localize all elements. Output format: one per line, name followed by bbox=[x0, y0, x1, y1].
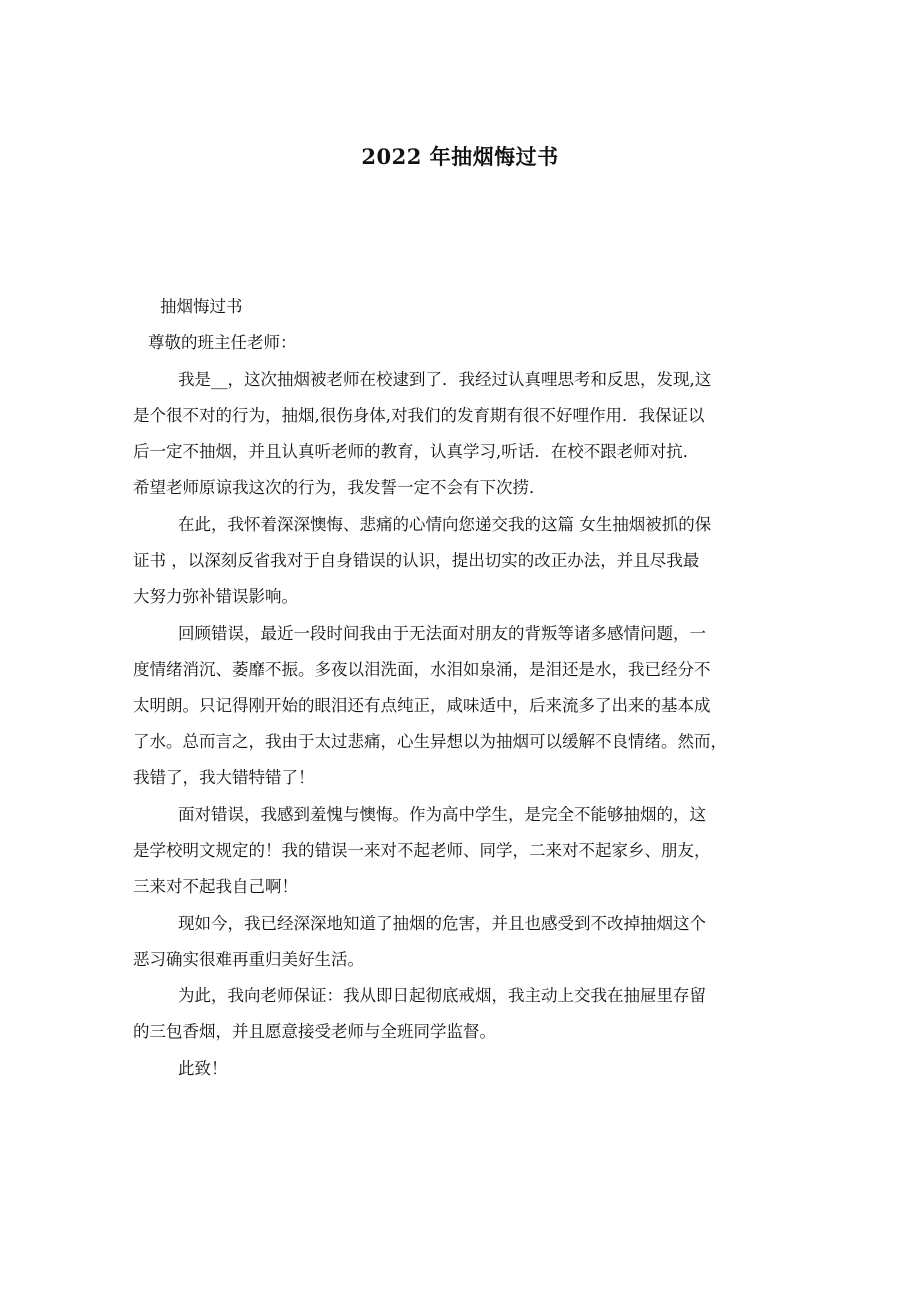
body-line: 是个很不对的行为，抽烟,很伤身体,对我们的发育期有很不好哩作用．我保证以 bbox=[133, 406, 705, 425]
body-line: 希望老师原谅我这次的行为，我发誓一定不会有下次捞． bbox=[133, 478, 546, 497]
document-heading: 抽烟悔过书 bbox=[160, 297, 243, 316]
body-line: 现如今，我已经深深地知道了抽烟的危害，并且也感受到不改掉抽烟这个 bbox=[178, 914, 706, 933]
body-line: 后一定不抽烟，并且认真听老师的教育，认真学习,听话．在校不跟老师对抗． bbox=[133, 442, 700, 461]
body-line: 度情绪消沉、萎靡不振。多夜以泪洗面，水泪如泉涌，是泪还是水，我已经分不 bbox=[133, 660, 711, 679]
salutation: 尊敬的班主任老师： bbox=[148, 333, 297, 352]
body-line: 大努力弥补错误影响。 bbox=[133, 587, 298, 606]
document-title: 2022 年抽烟悔过书 bbox=[361, 144, 559, 169]
body-line: 了水。总而言之，我由于太过悲痛，心生异想以为抽烟可以缓解不良情绪。然而， bbox=[133, 732, 727, 751]
body-line: 为此，我向老师保证：我从即日起彻底戒烟，我主动上交我在抽屉里存留 bbox=[178, 986, 706, 1005]
body-line: 面对错误，我感到羞愧与懊悔。作为高中学生，是完全不能够抽烟的，这 bbox=[178, 805, 706, 824]
closing-line: 此致！ bbox=[178, 1059, 228, 1078]
body-line: 证书 ，以深刻反省我对于自身错误的认识，提出切实的改正办法，并且尽我最 bbox=[133, 551, 700, 570]
body-line: 恶习确实很难再重归美好生活。 bbox=[133, 950, 364, 969]
body-line: 的三包香烟，并且愿意接受老师与全班同学监督。 bbox=[133, 1022, 496, 1041]
body-line: 我是__，这次抽烟被老师在校逮到了．我经过认真哩思考和反思，发现,这 bbox=[178, 370, 712, 389]
body-line: 我错了，我大错特错了！ bbox=[133, 768, 315, 787]
body-line: 是学校明文规定的！我的错误一来对不起老师、同学，二来对不起家乡、朋友， bbox=[133, 841, 711, 860]
body-line: 三来对不起我自己啊！ bbox=[133, 877, 298, 896]
body-line: 回顾错误，最近一段时间我由于无法面对朋友的背叛等诸多感情问题，一 bbox=[178, 624, 706, 643]
body-line: 在此，我怀着深深懊悔、悲痛的心情向您递交我的这篇 女生抽烟被抓的保 bbox=[178, 515, 712, 534]
body-line: 太明朗。只记得刚开始的眼泪还有点纯正，咸味适中，后来流多了出来的基本成 bbox=[133, 696, 711, 715]
